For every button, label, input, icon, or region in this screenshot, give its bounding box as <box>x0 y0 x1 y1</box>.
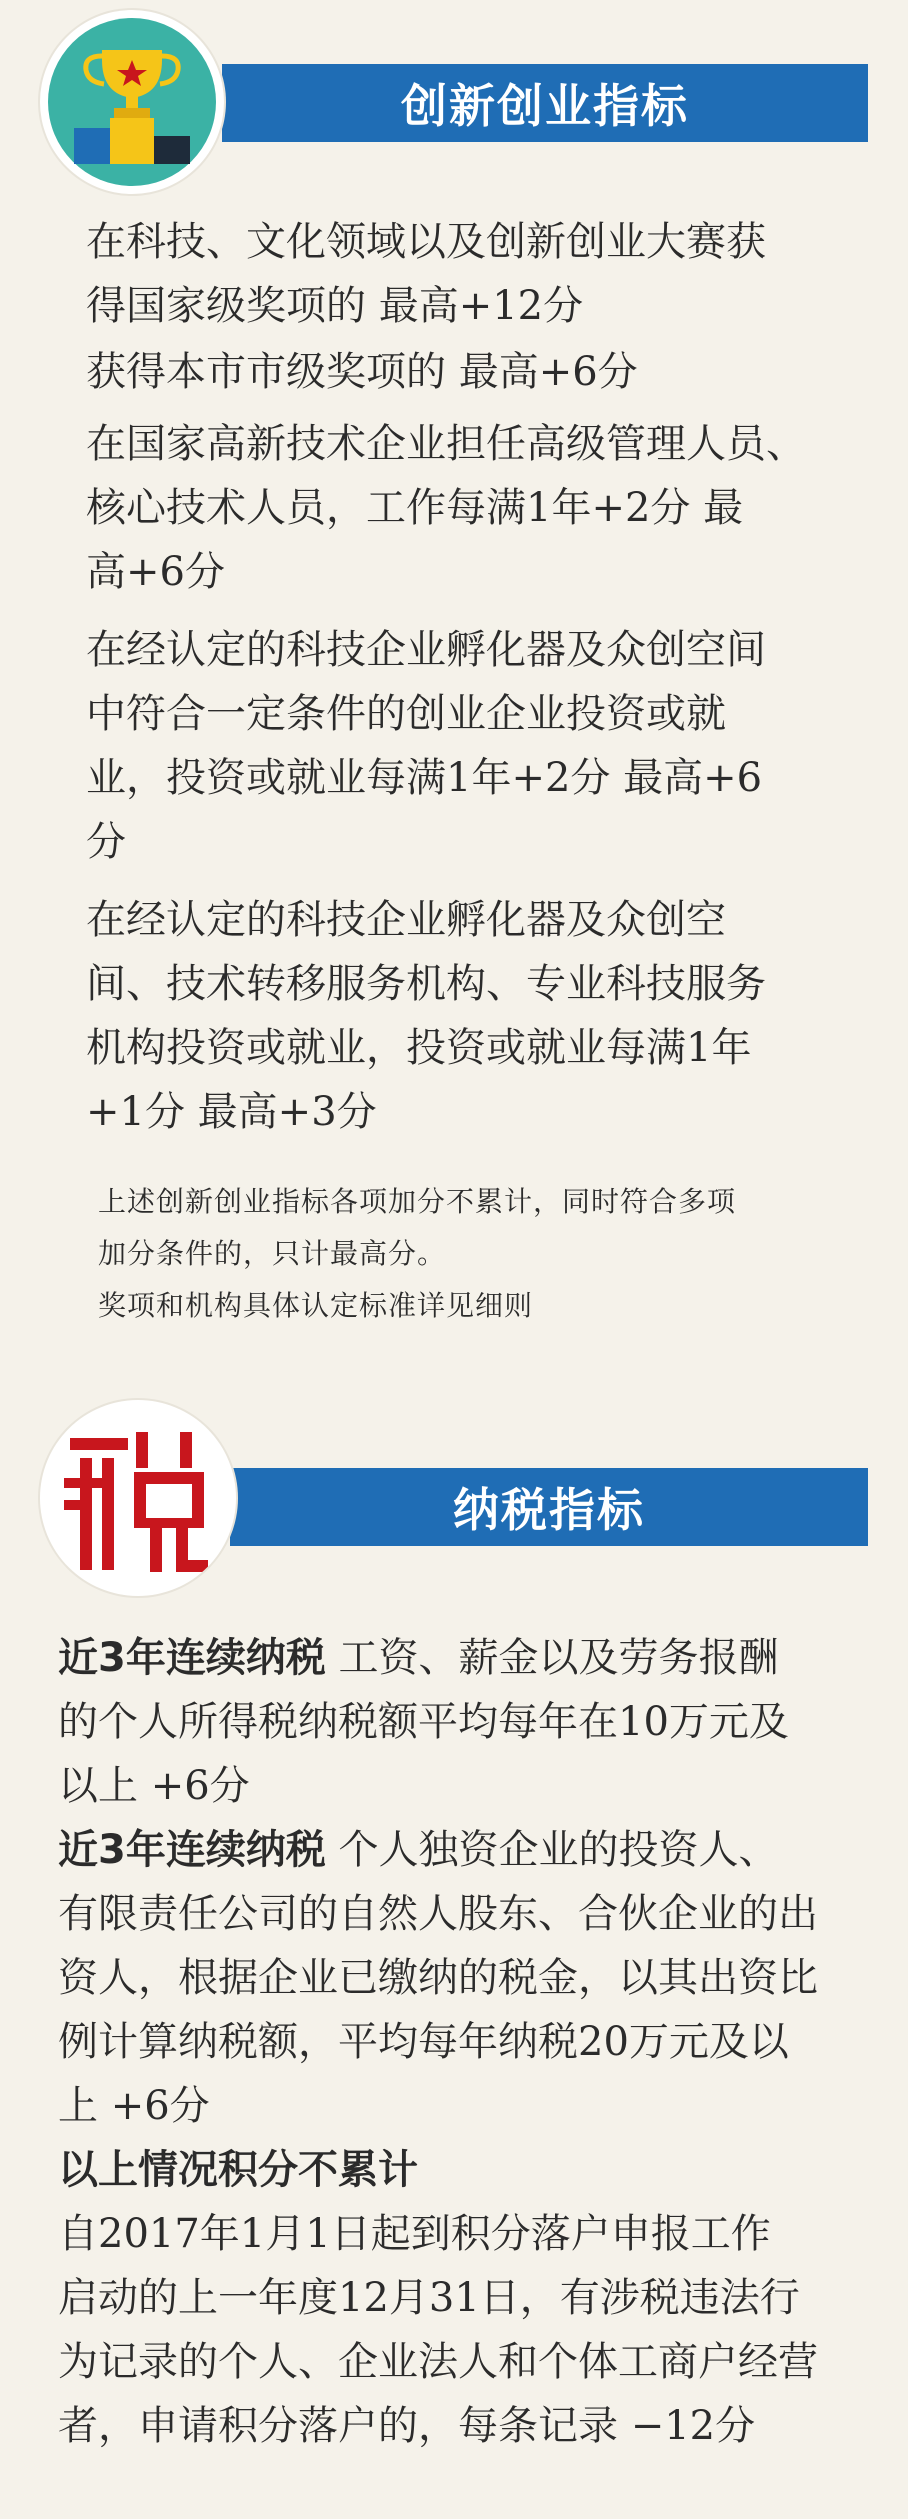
tax-seal-icon <box>40 1400 236 1596</box>
section-title: 纳税指标 <box>453 1483 645 1537</box>
tax-summary: 以上情况积分不累计 <box>58 2147 418 2193</box>
section-tax <box>0 1380 908 2519</box>
tax-penalty: 自2017年1月1日起到积分落户申报工作 启动的上一年度12月31日，有涉税违法行 为记录的个人、企业法人和个体工商户经营 者，申请积分落户的，每条记录 −12分 <box>58 2211 818 2449</box>
innovation-notes: 上述创新创业指标各项加分不累计，同时符合多项 加分条件的，只计最高分。 奖项和机构具体认定标准详见细则 <box>98 1185 737 1322</box>
innovation-item-3: 在国家高新技术企业担任高级管理人员、 核心技术人员，工作每满1年+2分 最 高+6分 <box>86 421 806 595</box>
innovation-item-5: 在经认定的科技企业孵化器及众创空 间、技术转移服务机构、专业科技服务 机构投资或就业，投资或就业每满1年 +1分 最高+3分 <box>86 897 766 1135</box>
section-banner <box>222 64 868 142</box>
section-banner <box>230 1468 868 1546</box>
trophy-badge <box>40 10 224 194</box>
tax-item-1: 近3年连续纳税 工资、薪金以及劳务报酬 的个人所得税纳税额平均每年在10万元及 以上 +6分 <box>58 1635 789 1809</box>
innovation-item-4: 在经认定的科技企业孵化器及众创空间 中符合一定条件的创业企业投资或就 业，投资或就业每满1年+2分 最高+6 分 <box>86 627 766 865</box>
trophy-icon <box>40 10 224 194</box>
section-title: 创新创业指标 <box>401 79 689 133</box>
innovation-item-2: 获得本市市级奖项的 最高+6分 <box>86 349 638 395</box>
tax-badge <box>40 1400 236 1596</box>
innovation-item-1: 在科技、文化领域以及创新创业大赛获 得国家级奖项的 最高+12分 <box>86 219 766 329</box>
tax-item-2: 近3年连续纳税 个人独资企业的投资人、 有限责任公司的自然人股东、合伙企业的出 资人，根据企业已缴纳的税金，以其出资比 例计算纳税额，平均每年纳税20万元及以 上 +6分 <box>58 1827 818 2129</box>
